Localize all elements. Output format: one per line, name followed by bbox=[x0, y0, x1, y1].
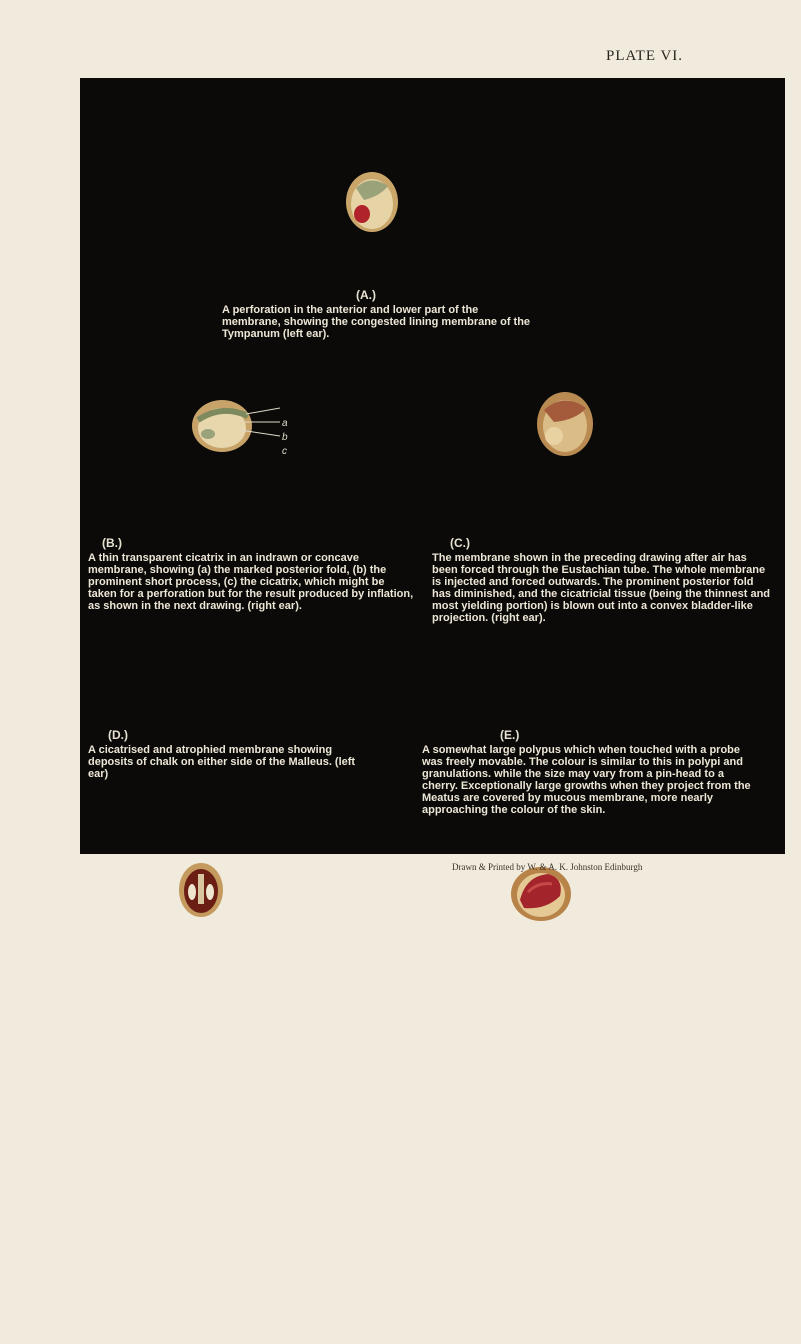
figure-c-illustration bbox=[532, 384, 598, 460]
figure-e-letter: (E.) bbox=[500, 728, 520, 742]
figure-d-letter: (D.) bbox=[108, 728, 128, 742]
figure-d-drawing bbox=[176, 860, 226, 920]
figure-d-caption: A cicatrised and atrophied membrane showing deposits of chalk on either side of the Malleus. (left ear) bbox=[88, 744, 356, 780]
figure-a-caption: A perforation in the anterior and lower part of the membrane, showing the congested lining membrane of the Tympanum (left ear). bbox=[222, 304, 531, 340]
figure-a-letter: (A.) bbox=[356, 288, 376, 302]
printer-credit: Drawn & Printed by W. & A. K. Johnston Edinburgh bbox=[452, 862, 643, 872]
figure-b-caption: A thin transparent cicatrix in an indrawn or concave membrane, showing (a) the marked posterior fold, (b) the prominent short process, (c) the cicatrix, which might be taken for a perforation but for the result produced by inflation, as shown in the next drawing. (right ear). bbox=[88, 552, 414, 612]
figure-b-label-c: c bbox=[282, 446, 287, 457]
figure-b-label-b: b bbox=[282, 432, 288, 443]
figure-a-illustration bbox=[340, 166, 404, 236]
plate-label: PLATE VI. bbox=[606, 48, 684, 64]
figure-b-illustration bbox=[188, 390, 288, 460]
figure-c-caption: The membrane shown in the preceding drawing after air has been forced through the Eustachian tube. The whole membrane is injected and forced outwards. The prominent posterior fold has diminished, and the cicatricial tissue (being the thinnest and most yielding portion) is blown out into a convex bladder-like projection. (right ear). bbox=[432, 552, 771, 624]
figure-c-letter: (C.) bbox=[450, 536, 470, 550]
figure-e-caption: A somewhat large polypus which when touched with a probe was freely movable. The colour is similar to this in polypi and granulations. while the size may vary from a pin-head to a cherry. Exceptionally large growths when they project from the Meatus are covered by mucous membrane, more nearly approaching the colour of the skin. bbox=[422, 744, 751, 816]
figure-d-illustration bbox=[174, 858, 175, 859]
plate-panel bbox=[80, 78, 785, 854]
figure-b-label-a: a bbox=[282, 418, 288, 429]
figure-b-letter: (B.) bbox=[102, 536, 122, 550]
